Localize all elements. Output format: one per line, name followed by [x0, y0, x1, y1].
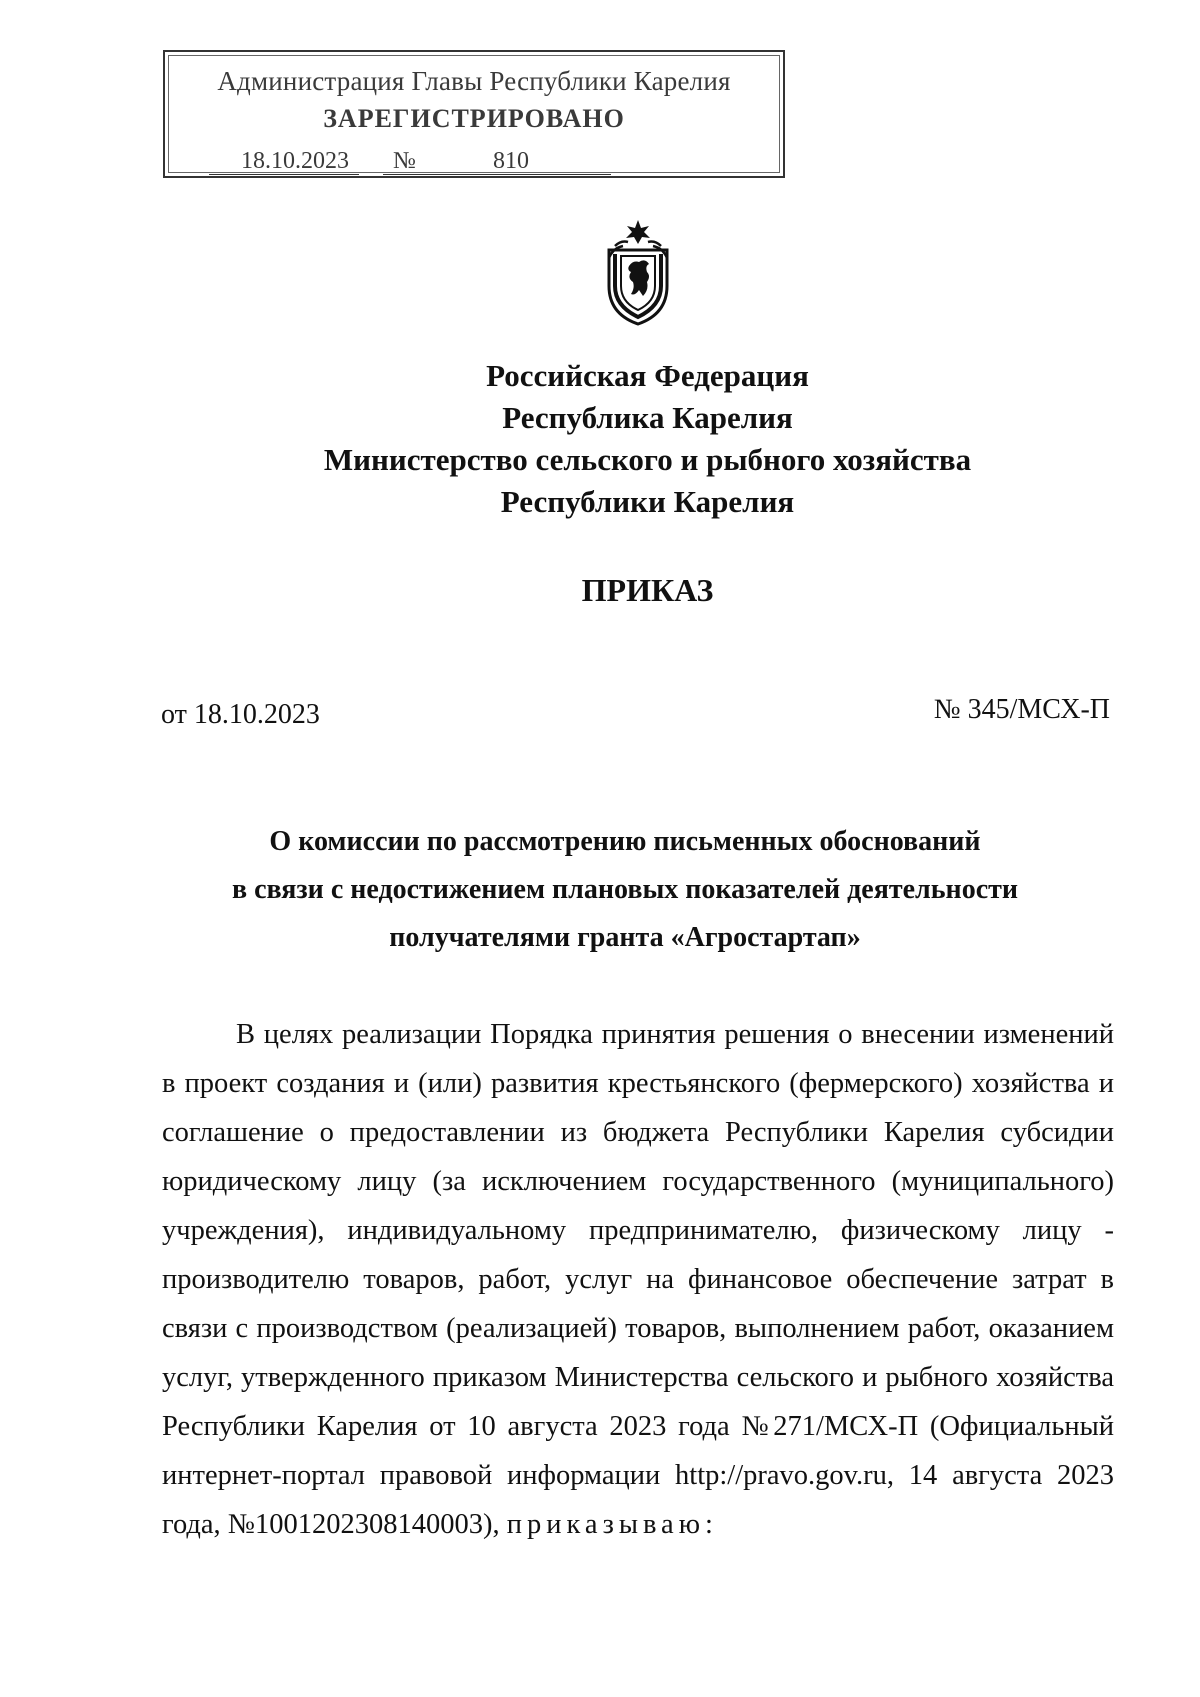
- subject-line: О комиссии по рассмотрению письменных обоснований: [269, 826, 981, 857]
- stamp-date: 18.10.2023: [209, 148, 359, 175]
- order-date: от 18.10.2023: [161, 699, 320, 730]
- order-subject: [150, 818, 1100, 962]
- command-word: приказываю:: [506, 1509, 718, 1540]
- issuer-header: [0, 355, 1200, 523]
- subject-line: получателями гранта «Агростартап»: [389, 922, 861, 953]
- body-paragraph: [162, 1010, 1114, 1549]
- stamp-number: 810: [383, 148, 611, 175]
- stamp-organization: Администрация Главы Республики Карелия: [217, 66, 731, 96]
- header-ministry: Министерство сельского и рыбного хозяйства: [323, 442, 972, 477]
- stamp-status: ЗАРЕГИСТРИРОВАНО: [323, 104, 625, 133]
- registration-stamp: [163, 50, 785, 178]
- header-republic: Республика Карелия: [502, 400, 793, 435]
- header-ministry-region: Республики Карелия: [500, 484, 795, 519]
- body-text: В целях реализации Порядка принятия решения о внесении изменений в проект создания и (или) развития крестьянского (фермерского) хозяйства и соглашение о предоставлении из бюджета Республики Карелия субсидии юридическому лицу (за исключением государственного (муниципального) учреждения), индивидуальному предпринимателю, физическому лицу - производителю товаров, работ, услуг на финансовое обеспечение затрат в связи с производством (реализацией) товаров, выполнением работ, оказанием услуг, утвержденного приказом Министерства сельского и рыбного хозяйства Республики Карелия от 10 августа 2023 года №271/МСХ-П (Официальный интернет-портал правовой информации http://pravo.gov.ru, 14 августа 2023 года, №1001202308140003),: [162, 1019, 1114, 1540]
- order-number: № 345/МСХ-П: [933, 694, 1110, 725]
- stamp-number-label: №: [393, 148, 416, 174]
- header-country: Российская Федерация: [486, 358, 809, 393]
- karelia-coat-of-arms-icon: [593, 218, 683, 328]
- subject-line: в связи с недостижением плановых показателей деятельности: [231, 874, 1019, 905]
- document-title: ПРИКАЗ: [581, 572, 714, 608]
